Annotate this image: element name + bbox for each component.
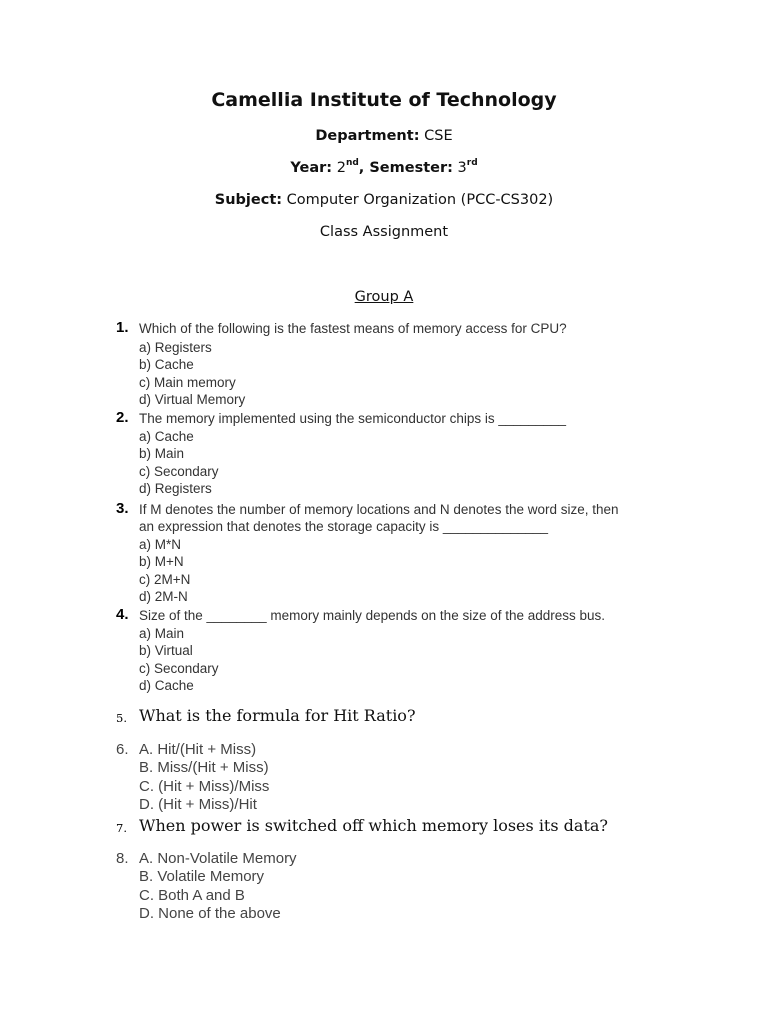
question-text: If M denotes the number of memory locations and N denotes the word size, then	[139, 502, 619, 517]
option: c) Secondary	[139, 660, 219, 676]
option: a) Main	[139, 626, 185, 641]
option: A. Hit/(Hit + Miss)	[139, 741, 257, 758]
option: A. Non-Volatile Memory	[139, 850, 297, 867]
subject-line	[0, 192, 768, 208]
semester-suffix: rd	[466, 158, 478, 168]
assignment-title: Class Assignment	[319, 224, 449, 240]
question-text: When power is switched off which memory loses its data?	[139, 816, 608, 835]
subject-value: Computer Organization (PCC-CS302)	[286, 192, 554, 208]
option: C. Both A and B	[139, 886, 245, 904]
year-suffix: nd	[345, 158, 359, 168]
option-list	[139, 741, 269, 814]
option: D. (Hit + Miss)/Hit	[139, 795, 257, 813]
year-label: Year:	[290, 160, 333, 176]
question-text-continued: an expression that denotes the storage capacity is ______________	[139, 519, 549, 534]
question-number: 1.	[116, 319, 129, 336]
question-text: What is the formula for Hit Ratio?	[139, 706, 416, 725]
option: b) Virtual	[139, 643, 193, 659]
semester-value: 3	[457, 160, 467, 176]
option: d) Cache	[139, 677, 194, 693]
question-number: 2.	[116, 409, 129, 426]
option: d) 2M-N	[139, 588, 188, 604]
year-value: 2	[336, 160, 346, 176]
option: a) Cache	[139, 429, 194, 444]
option-list	[139, 536, 190, 605]
question-text: Which of the following is the fastest means of memory access for CPU?	[139, 321, 567, 336]
year-semester-line	[0, 160, 768, 176]
question-number: 6.	[116, 741, 129, 758]
option: B. Miss/(Hit + Miss)	[139, 759, 269, 777]
question-number: 4.	[116, 606, 129, 623]
question-number: 7.	[116, 821, 127, 835]
question-text: The memory implemented using the semiconductor chips is _________	[139, 411, 566, 426]
department-line	[0, 128, 768, 144]
option: c) 2M+N	[139, 571, 191, 587]
semester-label: , Semester:	[358, 160, 453, 176]
option: b) Cache	[139, 357, 194, 373]
subject-label: Subject:	[214, 192, 283, 208]
option: b) M+N	[139, 554, 184, 570]
option: d) Virtual Memory	[139, 391, 246, 407]
question-text: Size of the ________ memory mainly depends on the size of the address bus.	[139, 608, 606, 623]
department-label: Department:	[315, 128, 420, 144]
option-list	[139, 625, 219, 694]
question-number: 3.	[116, 500, 129, 517]
option: B. Volatile Memory	[139, 868, 265, 886]
option: a) Registers	[139, 340, 212, 355]
department-value: CSE	[424, 128, 453, 144]
option: b) Main	[139, 446, 185, 462]
option-list	[139, 339, 245, 408]
option: d) Registers	[139, 480, 212, 496]
option: c) Secondary	[139, 463, 219, 479]
question-number: 8.	[116, 850, 129, 867]
option-list	[139, 428, 219, 497]
option-list	[139, 850, 297, 923]
question-number: 5.	[116, 711, 127, 725]
option: C. (Hit + Miss)/Miss	[139, 777, 270, 795]
group-heading: Group A	[354, 289, 414, 305]
option: a) M*N	[139, 537, 182, 552]
option: D. None of the above	[139, 904, 281, 922]
option: c) Main memory	[139, 374, 236, 390]
institute-title: Camellia Institute of Technology	[211, 89, 557, 111]
